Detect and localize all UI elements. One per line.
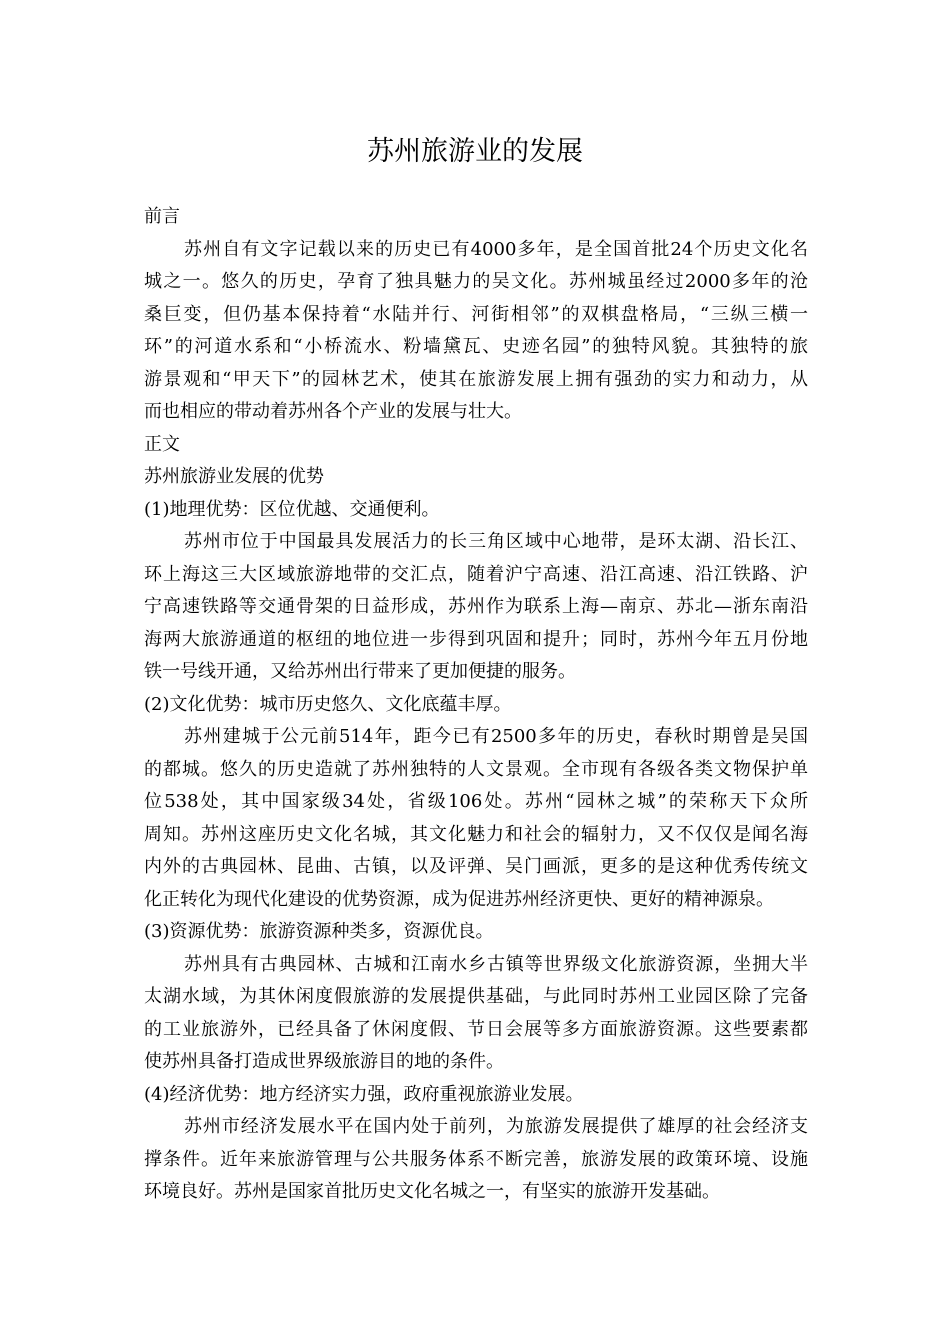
section-heading [144,689,808,722]
paragraph-line: 宁高速铁路等交通骨架的日益形成，苏州作为联系上海—南京、苏北—浙东南沿 [144,596,808,617]
section-heading [144,494,808,527]
heading-line: (2)文化优势：城市历史悠久、文化底蕴丰厚。 [144,693,512,715]
paragraph-line: 苏州自有文字记载以来的历史已有4000多年，是全国首批24个历史文化名 [184,238,808,260]
paragraph [144,721,808,916]
paragraph-line: 苏州建城于公元前514年，距今已有2500多年的历史，春秋时期曾是吴国 [184,726,808,747]
paragraph-line: 的都城。悠久的历史造就了苏州独特的人文景观。全市现有各级各类文物保护单 [144,758,808,780]
paragraph-line: 撑条件。近年来旅游管理与公共服务体系不断完善，旅游发展的政策环境、设施 [144,1148,808,1170]
paragraph-line: 使苏州具备打造成世界级旅游目的地的条件。 [144,1051,504,1072]
paragraph-line: 位538处，其中国家级34处，省级106处。苏州“园林之城”的荣称天下众所 [144,791,808,812]
heading-line: 正文 [144,433,180,455]
heading-line: (1)地理优势：区位优越、交通便利。 [144,498,440,520]
heading-line: (4)经济优势：地方经济实力强，政府重视旅游业发展。 [144,1083,584,1105]
paragraph-line: 的工业旅游外，已经具备了休闲度假、节日会展等多方面旅游资源。这些要素都 [144,1018,808,1040]
paragraph-line: 苏州市经济发展水平在国内处于前列，为旅游发展提供了雄厚的社会经济支 [184,1116,808,1137]
paragraph-line: 游景观和“甲天下”的园林艺术，使其在旅游发展上拥有强劲的实力和动力，从 [144,368,808,390]
paragraph-line: 而也相应的带动着苏州各个产业的发展与壮大。 [144,401,522,422]
section-heading [144,201,808,234]
paragraph-line: 桑巨变，但仍基本保持着“水陆并行、河街相邻”的双棋盘格局，“三纵三横一 [144,303,808,325]
paragraph [144,526,808,689]
heading-line: (3)资源优势：旅游资源种类多，资源优良。 [144,921,494,942]
paragraph-line: 城之一。悠久的历史，孕育了独具魅力的吴文化。苏州城虽经过2000多年的沧 [144,271,808,292]
paragraph-line: 海两大旅游通道的枢纽的地位进一步得到巩固和提升；同时，苏州今年五月份地 [144,628,808,650]
paragraph-line: 苏州市位于中国最具发展活力的长三角区域中心地带，是环太湖、沿长江、 [184,531,808,552]
paragraph-line: 化正转化为现代化建设的优势资源，成为促进苏州经济更快、更好的精神源泉。 [144,888,774,910]
paragraph-line: 环上海这三大区域旅游地带的交汇点，随着沪宁高速、沿江高速、沿江铁路、沪 [144,563,808,585]
paragraph-line: 周知。苏州这座历史文化名城，其文化魅力和社会的辐射力，又不仅仅是闻名海 [144,823,808,845]
heading-line: 苏州旅游业发展的优势 [144,466,324,487]
section-heading [144,461,808,494]
paragraph-line: 苏州具有古典园林、古城和江南水乡古镇等世界级文化旅游资源，坐拥大半 [184,953,808,975]
section-heading [144,916,808,949]
paragraph [144,234,808,429]
paragraph [144,949,808,1079]
paragraph-line: 太湖水域，为其休闲度假旅游的发展提供基础，与此同时苏州工业园区除了完备 [144,986,808,1007]
document-body [144,201,808,1209]
heading-line: 前言 [144,206,180,227]
section-heading [144,429,808,462]
paragraph-line: 内外的古典园林、昆曲、古镇，以及评弹、吴门画派，更多的是这种优秀传统文 [144,856,808,877]
paragraph [144,1111,808,1209]
paragraph-line: 铁一号线开通，又给苏州出行带来了更加便捷的服务。 [144,661,576,682]
document-title: 苏州旅游业的发展 [367,136,583,167]
paragraph-line: 环”的河道水系和“小桥流水、粉墙黛瓦、史迹名园”的独特风貌。其独特的旅 [144,336,808,357]
section-heading [144,1079,808,1112]
paragraph-line: 环境良好。苏州是国家首批历史文化名城之一，有坚实的旅游开发基础。 [144,1181,720,1202]
